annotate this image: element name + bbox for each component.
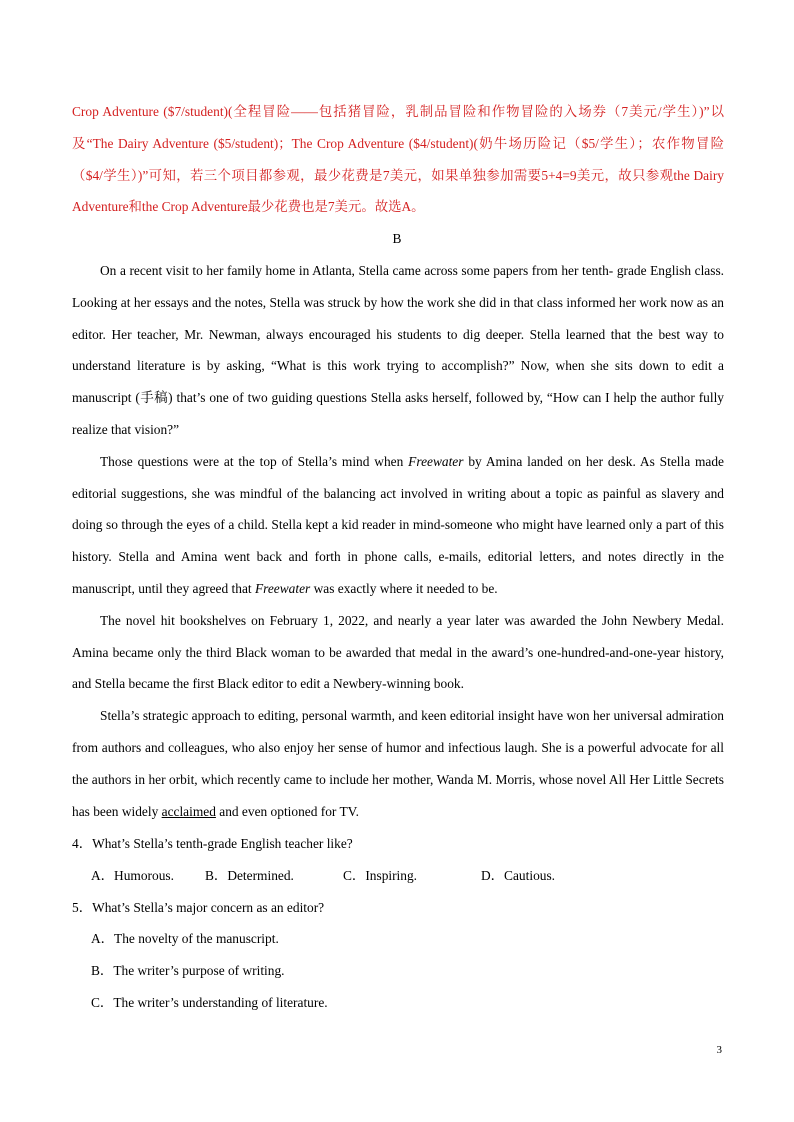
answer-explanation — [72, 96, 724, 223]
book-title: Freewater — [408, 453, 464, 469]
page-number: 3 — [716, 1044, 722, 1056]
option-c[interactable]: C．The writer’s understanding of literature. — [91, 994, 328, 1010]
passage-text: was exactly where it needed to be. — [310, 580, 498, 596]
passage-text: and even optioned for TV. — [215, 803, 359, 819]
option-c[interactable]: C．Inspiring. — [343, 867, 418, 883]
passage-paragraph-2 — [72, 446, 724, 605]
passage-text: Stella’s strategic approach to editing, personal warmth, and keen editorial insight have won her universal admiration from authors and colleagues, who also enjoy her sense of humor and infectious laugh. She is a powerful advocate for all the authors in her orbit, which recently came to include her mother, Wanda M. Morris, whose novel All Her Little Secrets has been widely — [72, 708, 724, 819]
option-b[interactable]: B．The writer’s purpose of writing. — [91, 963, 285, 979]
passage-paragraph-4 — [72, 700, 724, 827]
option-d[interactable]: D．Cautious. — [481, 867, 556, 883]
passage-text: Those questions were at the top of Stella’s mind when — [100, 453, 409, 469]
book-title: Freewater — [254, 580, 311, 596]
section-heading: B — [392, 231, 402, 246]
explanation-paragraph: Crop Adventure ($7/student)(全程冒险——包括猪冒险，乳制品冒险和作物冒险的入场券（7美元/学生）)”以及“The Dairy Adventure ($5/student)；The Crop Adventure ($4/student)(奶牛场历险记（$5/学生）；农作物冒险（$4/学生）)”可知，若三个项目都参观，最少花费是7美元，如果单独参加需要5+4=9美元，故只参观the Dairy Adventure和the Crop Adventure最少花费也是7美元。故选A。 — [72, 104, 724, 215]
underlined-word: acclaimed — [161, 803, 216, 819]
option-b[interactable]: B．Determined. — [205, 867, 294, 883]
passage-text: by Amina landed on her desk. As Stella made editorial suggestions, she was mindful of the balancing act involved in writing about a topic as painful as slavery and doing so through the eyes of a child. Stella kept a kid reader in mind-someone who might have learned only a part of this history. Stella and Amina went back and forth in phone calls, e-mails, editorial letters, and notes directly in the manuscript, until they agreed that — [72, 453, 724, 596]
question-5-stem: 5．What’s Stella’s major concern as an editor? — [72, 899, 325, 915]
option-a[interactable]: A．The novelty of the manuscript. — [91, 931, 279, 947]
question-list — [72, 828, 724, 1019]
passage-paragraph-3: The novel hit bookshelves on February 1, 2022, and nearly a year later was awarded the John Newbery Medal. Amina became only the third Black woman to be awarded that medal in the award’s one-hundred-and-one-year history, and Stella became the first Black editor to edit a Newbery-winning book. — [72, 612, 724, 692]
question-4-stem: 4．What’s Stella’s tenth-grade English teacher like? — [72, 836, 353, 851]
option-a[interactable]: A．Humorous. — [91, 867, 174, 883]
reading-passage — [72, 255, 724, 827]
question-4-options — [72, 860, 724, 892]
passage-paragraph-1: On a recent visit to her family home in Atlanta, Stella came across some papers from her tenth- grade English class. Looking at her essays and the notes, Stella was struck by how the work she did in that class informed her work now as an editor. Her teacher, Mr. Newman, always encouraged his students to dig deeper. Stella learned that the best way to understand literature is by asking, “What is this work trying to accomplish?” Now, when she sits down to edit a manuscript (手稿) that’s one of two guiding questions Stella asks herself, followed by, “How can I help the author fully realize that vision?” — [72, 263, 724, 437]
